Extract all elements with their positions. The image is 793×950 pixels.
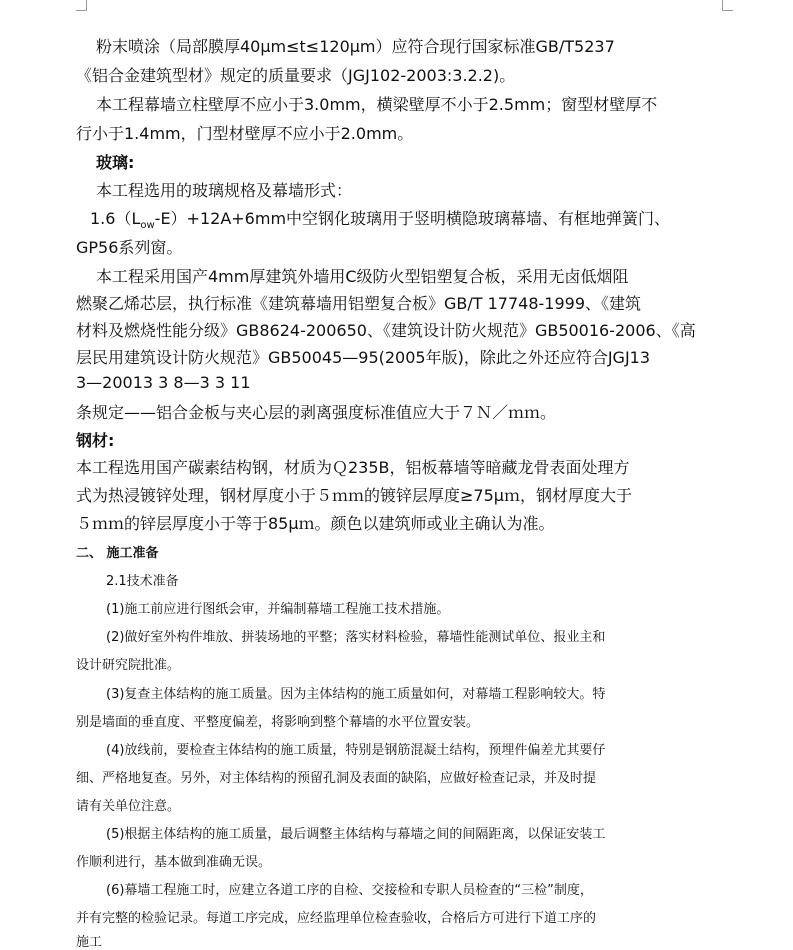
prep-item-5-line-1: (5)根据主体结构的施工质量，最后调整主体结构与幕墙之间的间隔距离，以保证安装工: [106, 827, 606, 842]
construction-prep-heading: 二、 施工准备: [76, 546, 159, 561]
prep-item-1: (1)施工前应进行图纸会审，并编制幕墙工程施工技术措施。: [106, 602, 450, 617]
glass-spec-subscript: ow: [140, 220, 155, 231]
coating-line-1: 粉末喷涂（局部膜厚40μm≤t≤120μm）应符合现行国家标准GB/T5237: [96, 37, 615, 56]
panel-line-1: 本工程采用国产4mm厚建筑外墙用C级防火型铝塑复合板，采用无卤低烟阻: [96, 267, 629, 286]
glass-spec-rest: -E）+12A+6mm中空钢化玻璃用于竖明横隐玻璃幕墙、有框地弹簧门、: [154, 209, 671, 228]
prep-item-2-line-1: (2)做好室外构件堆放、拼装场地的平整；落实材料检验，幕墙性能测试单位、报业主和: [106, 630, 606, 645]
wall-thickness-line-1: 本工程幕墙立柱壁厚不应小于3.0mm，横梁壁厚不小于2.5mm；窗型材壁厚不: [96, 95, 658, 114]
glass-spec-line-2: GP56系列窗。: [76, 238, 183, 257]
glass-intro: 本工程选用的玻璃规格及幕墙形式：: [96, 181, 353, 200]
panel-line-5: 3—20013 3 8—3 3 11: [76, 373, 251, 392]
prep-item-4-line-1: (4)放线前，要检查主体结构的施工质量，特别是钢筋混凝土结构，预埋件偏差尤其要仔: [106, 743, 606, 758]
steel-line-2: 式为热浸镀锌处理，钢材厚度小于５ｍｍ的镀锌层厚度≥75μｍ，钢材厚度大于: [76, 486, 632, 505]
prep-item-3-line-1: (3)复查主体结构的施工质量。因为主体结构的施工质量如何，对幕墙工程影响较大。特: [106, 687, 606, 702]
panel-line-3: 材料及燃烧性能分级》GB8624-200650、《建筑设计防火规范》GB50016-2006、《高: [76, 321, 696, 340]
prep-item-6-partial: 施工: [76, 935, 103, 950]
panel-line-4: 层民用建筑设计防火规范》GB50045—95(2005年版)，除此之外还应符合JGJ13: [76, 348, 651, 367]
glass-heading: 玻璃:: [96, 153, 135, 172]
tech-prep-subheading: 2.1技术准备: [106, 574, 179, 589]
prep-item-6-line-1: (6)幕墙工程施工时，应建立各道工序的自检、交接检和专职人员检查的“三检”制度，: [106, 883, 593, 898]
prep-item-6-line-2: 并有完整的检验记录。每道工序完成，应经监理单位检查验收，合格后方可进行下道工序的: [76, 911, 597, 926]
prep-item-4-line-2: 细、严格地复查。另外，对主体结构的预留孔洞及表面的缺陷，应做好检查记录，并及时提: [76, 771, 597, 786]
page-corner-mark-right: [722, 0, 733, 11]
panel-line-6: 条规定——铝合金板与夹心层的剥离强度标准值应大于７Ｎ／ｍｍ。: [76, 403, 557, 422]
prep-item-4-line-3: 请有关单位注意。: [76, 799, 181, 814]
wall-thickness-line-2: 行小于1.4mm，门型材壁厚不应小于2.0mm。: [76, 124, 414, 143]
steel-line-3: ５ｍｍ的锌层厚度小于等于85μｍ。颜色以建筑师或业主确认为准。: [76, 514, 555, 533]
coating-line-2: 《铝合金建筑型材》规定的质量要求（JGJ102-2003:3.2.2)。: [76, 66, 516, 85]
prep-item-2-line-2: 设计研究院批准。: [76, 658, 181, 673]
prep-item-5-line-2: 作顺利进行，基本做到准确无误。: [76, 855, 272, 870]
glass-spec-line-1: [90, 206, 670, 229]
steel-line-1: 本工程选用国产碳素结构钢，材质为Ｑ235B，铝板幕墙等暗藏龙骨表面处理方: [76, 458, 630, 477]
panel-line-2: 燃聚乙烯芯层，执行标准《建筑幕墙用铝塑复合板》GB/T 17748-1999、《建筑: [76, 294, 642, 313]
page-corner-mark-left: [76, 0, 87, 11]
glass-spec-prefix: 1.6（L: [90, 209, 141, 228]
steel-heading: 钢材:: [76, 431, 115, 450]
prep-item-3-line-2: 别是墙面的垂直度、平整度偏差，将影响到整个幕墙的水平位置安装。: [76, 715, 480, 730]
